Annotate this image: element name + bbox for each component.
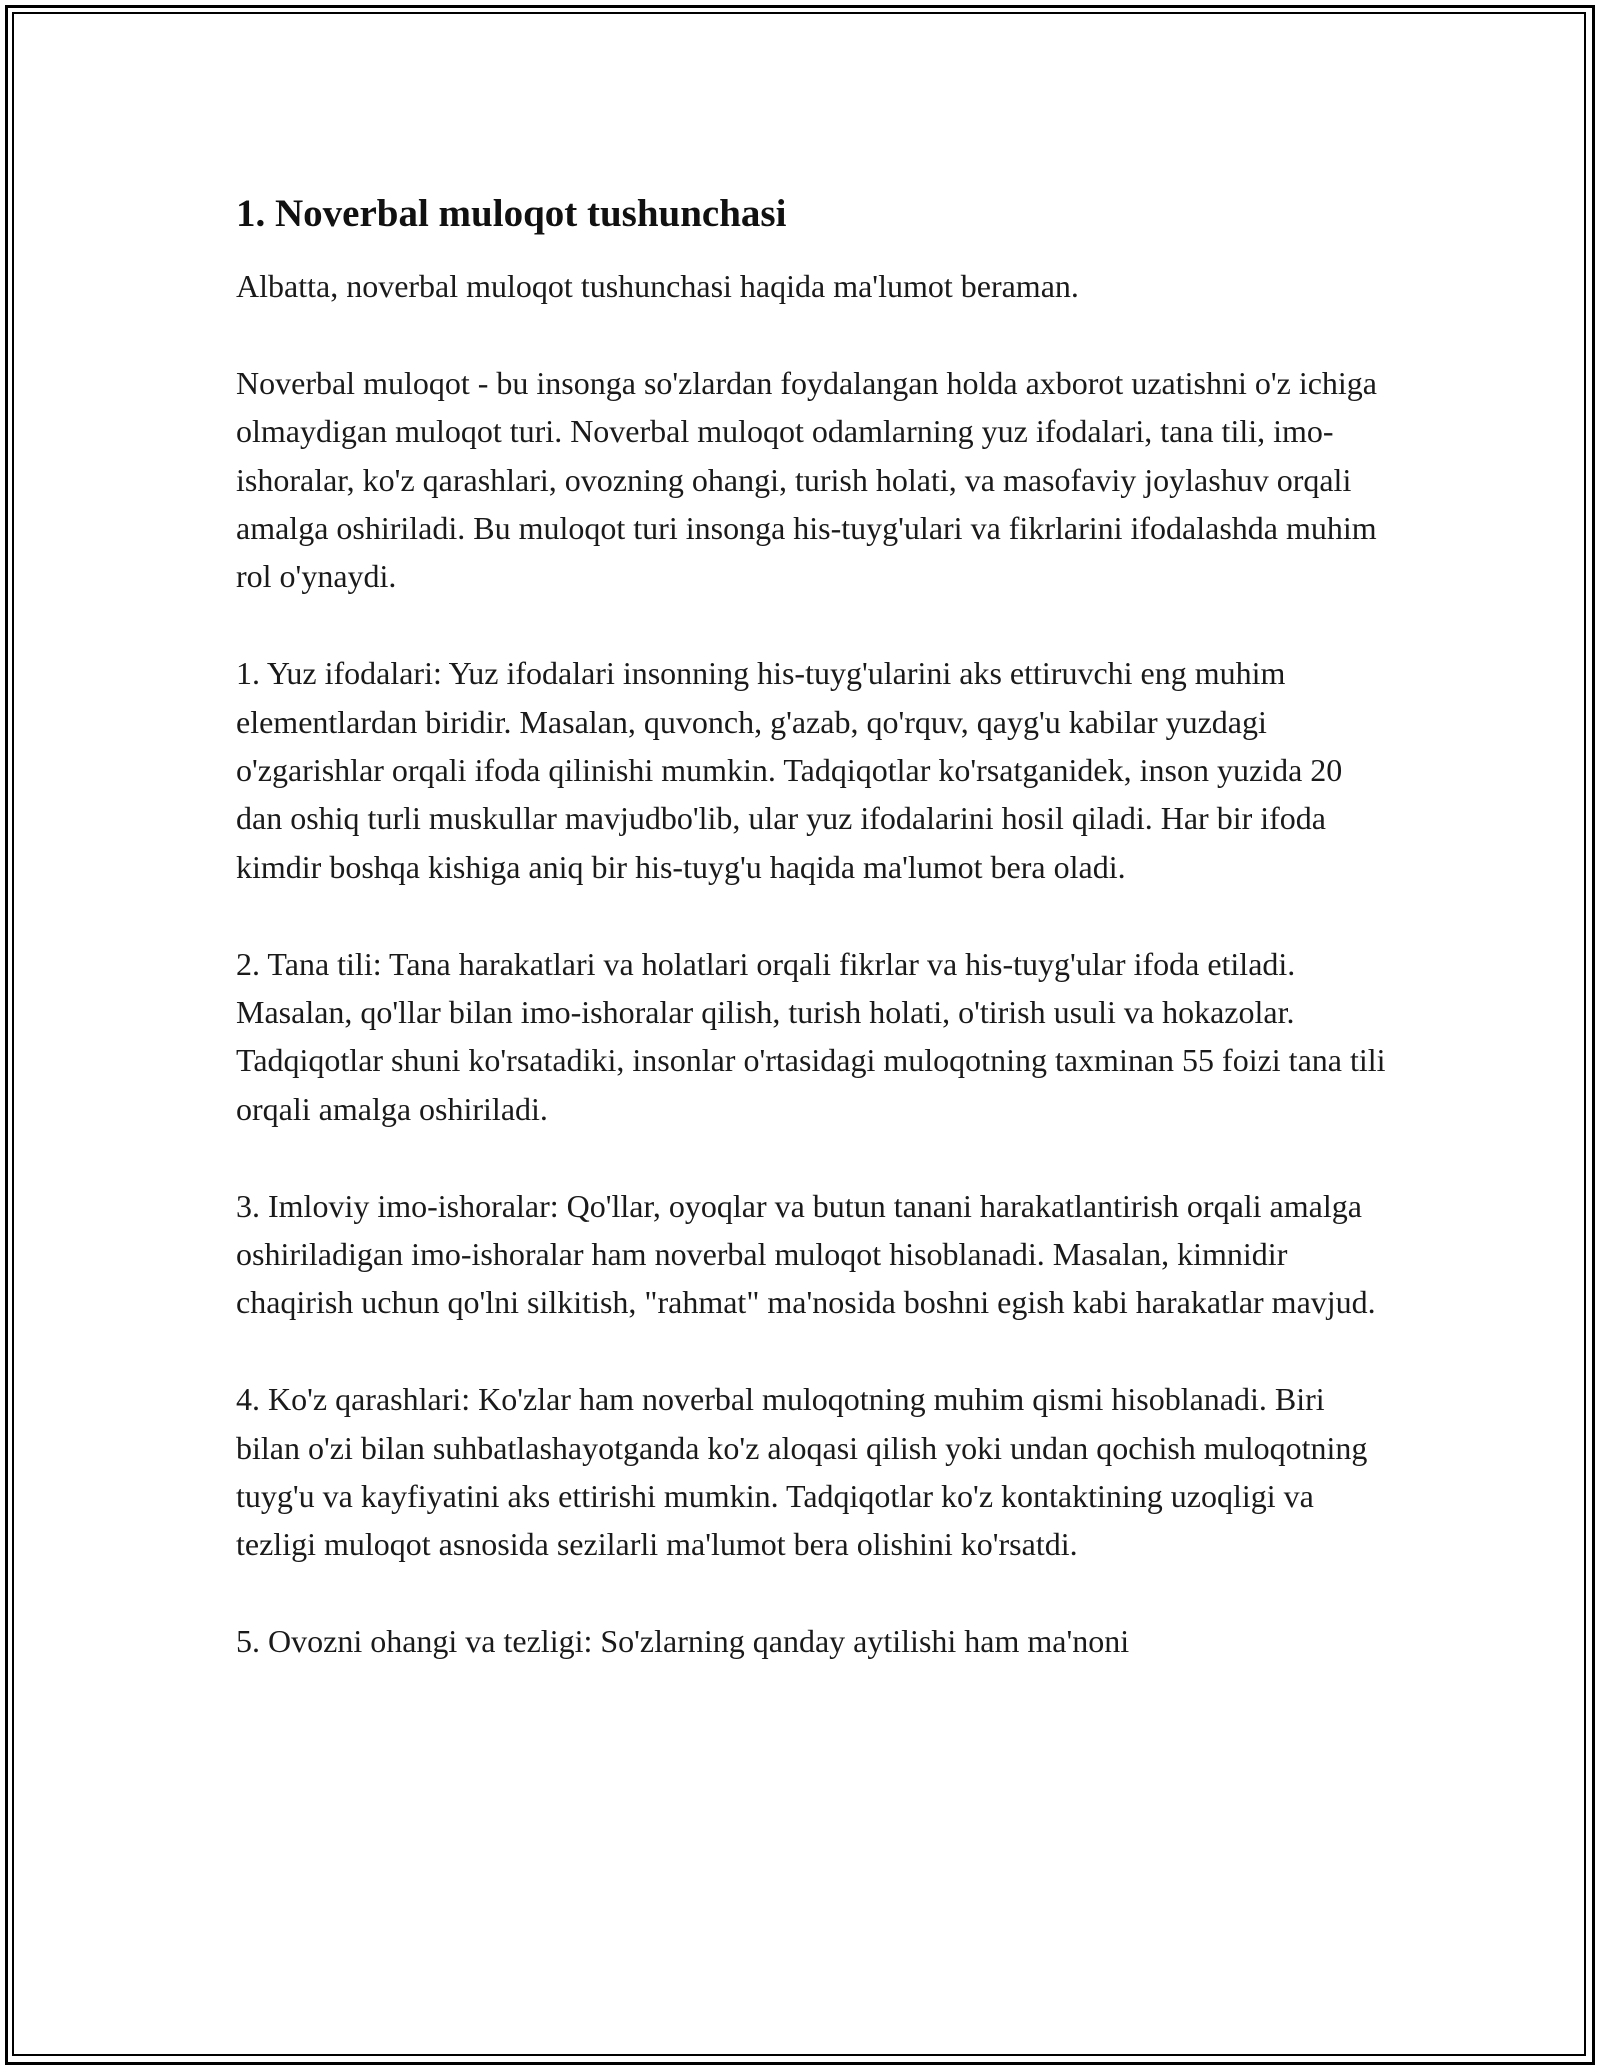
paragraph-voice-tone: 5. Ovozni ohangi va tezligi: So'zlarning qanday aytilishi ham ma'noni bbox=[236, 1623, 1130, 1660]
document-body bbox=[236, 186, 1386, 1666]
paragraph-body-language: 2. Tana tili: Tana harakatlari va holatlari orqali fikrlar va his-tuyg'ular ifoda etiladi. Masalan, qo'llar bilan imo-ishoralar qilish, turish holati, o'tirish usuli va hokazolar. Tadqiqotlar shuni ko'rsatadiki, insonlar o'rtasidagi muloqotning taxminan 55 foizi tana tili orqali amalga oshiriladi. bbox=[236, 945, 1386, 1127]
paragraph-definition: Noverbal muloqot - bu insonga so'zlardan foydalangan holda axborot uzatishni o'z ichiga olmaydigan muloqot turi. Noverbal muloqot odamlarning yuz ifodalari, tana tili, imo-ishoralar, ko'z qarashlari, ovozning ohangi, turish holati, va masofaviy joylashuv orqali amalga oshiriladi. Bu muloqot turi insonga his-tuyg'ulari va fikrlarini ifodalashda muhim rol o'ynaydi. bbox=[236, 364, 1377, 595]
paragraph-eye-contact: 4. Ko'z qarashlari: Ko'zlar ham noverbal muloqotning muhim qismi hisoblanadi. Biri bilan o'zi bilan suhbatlashayotganda ko'z aloqasi qilish yoki undan qochish muloqotning tuyg'u va kayfiyatini aks ettirishi mumkin. Tadqiqotlar ko'z kontaktining uzoqligi va tezligi muloqot asnosida sezilarli ma'lumot bera olishini ko'rsatdi. bbox=[236, 1381, 1368, 1563]
paragraph-gestures: 3. Imloviy imo-ishoralar: Qo'llar, oyoqlar va butun tanani harakatlantirish orqali amalga oshiriladigan imo-ishoralar ham noverbal muloqot hisoblanadi. Masalan, kimnidir chaqirish uchun qo'lni silkitish, "rahmat" ma'nosida boshni egish kabi harakatlar mavjud. bbox=[236, 1187, 1376, 1321]
paragraph-facial-expressions: 1. Yuz ifodalari: Yuz ifodalari insonning his-tuyg'ularini aks ettiruvchi eng muhim elementlardan biridir. Masalan, quvonch, g'azab, qo'rquv, qayg'u kabilar yuzdagi o'zgarishlar orqali ifoda qilinishi mumkin. Tadqiqotlar ko'rsatganidek, inson yuzida 20 dan oshiq turli muskullar mavjudbo'lib, ular yuz ifodalarini hosil qiladi. Har bir ifoda kimdir boshqa kishiga aniq bir his-tuyg'u haqida ma'lumot bera oladi. bbox=[236, 655, 1343, 885]
paragraph-intro: Albatta, noverbal muloqot tushunchasi haqida ma'lumot beraman. bbox=[236, 268, 1079, 304]
section-title: 1. Noverbal muloqot tushunchasi bbox=[236, 192, 787, 235]
